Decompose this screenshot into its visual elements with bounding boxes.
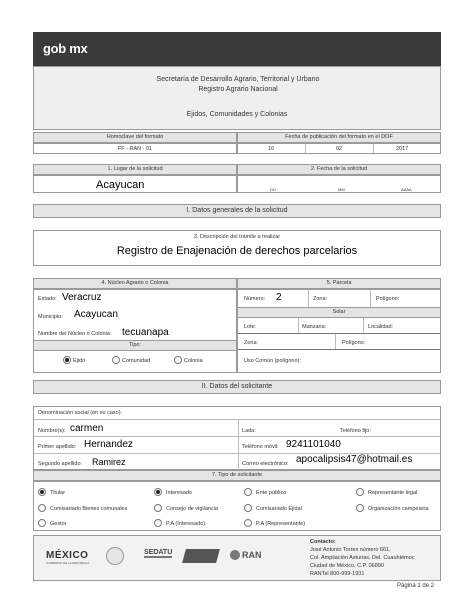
pa-representante-label: P.A (Representante): [256, 521, 306, 527]
representante-legal-radio[interactable]: [356, 488, 364, 496]
solicitante-box: [33, 406, 441, 470]
nombre-nucleo-value[interactable]: tecuanapa: [122, 327, 169, 338]
tramite-label: 3. Descripción del trámite a realizar: [193, 234, 281, 240]
titular-radio[interactable]: [38, 488, 46, 496]
numero-value[interactable]: 2: [276, 292, 282, 303]
form-subtitle: Ejidos, Comunidades y Colonias: [186, 111, 288, 118]
manzana-label: Manzana:: [302, 324, 327, 330]
organizacion-campesina-label: Organización campesina: [368, 506, 429, 512]
form-page: [33, 32, 441, 594]
correo-value[interactable]: apocalipsis47@hotmail.es: [296, 454, 413, 465]
contact-line-3: Ciudad de México, C.P. 06890: [310, 563, 384, 569]
municipio-label: Municipio:: [38, 314, 63, 320]
tipo-solicitante-header: 7. Tipo de solicitante: [33, 470, 441, 481]
section1-header: I. Datos generales de la solicitud: [33, 204, 441, 218]
lote-label: Lote:: [244, 324, 257, 330]
dof-value-box: [237, 143, 441, 154]
fecha-field[interactable]: [237, 175, 441, 193]
tipo-comunidad-radio[interactable]: [112, 356, 120, 364]
solar-header: Solar: [238, 307, 440, 318]
fecha-header: 2. Fecha de la solicitud: [237, 164, 441, 175]
gestor-radio[interactable]: [38, 519, 46, 527]
fecha-aaaa: AAAA: [401, 187, 412, 192]
parcela-box: [237, 289, 441, 373]
comisariado-ejidal-radio[interactable]: [244, 504, 252, 512]
tipo-solicitante-box: [33, 481, 441, 531]
dof-header: Fecha de publicación del formato en el DOF: [237, 132, 441, 143]
nombre-nucleo-label: Nombre del Núcleo o Colonia:: [38, 331, 112, 337]
poligono2-label: Polígono:: [342, 340, 366, 346]
fecha-dd: DD: [270, 187, 276, 192]
pa-interesado-radio[interactable]: [154, 519, 162, 527]
tipo-comunidad-label: Comunidad: [122, 358, 151, 364]
tipo-colonia-label: Colonia: [184, 358, 203, 364]
apellido2-label: Segundo apellido:: [38, 461, 83, 467]
consejo-vigilancia-radio[interactable]: [154, 504, 162, 512]
zona-label: Zona:: [313, 296, 328, 302]
movil-label: Teléfono móvil:: [242, 444, 279, 450]
dof-day: 16: [268, 146, 275, 152]
dof-year: 2017: [396, 146, 409, 152]
uso-comun-label: Uso Común (polígono):: [244, 358, 301, 364]
apellido1-label: Primer apellido:: [38, 444, 77, 450]
apellido2-value[interactable]: Ramirez: [92, 457, 126, 467]
fecha-mm: MM: [338, 187, 345, 192]
denominacion-label: Denominación social (en su caso):: [38, 410, 123, 416]
tipo-header: Tipo:: [34, 340, 236, 351]
tramite-box: [33, 230, 441, 266]
contact-line-4: RANTel 800-999-1931: [310, 571, 365, 577]
mexico-logo: MÉXICO GOBIERNO DE LA REPÚBLICA: [46, 550, 90, 565]
institution-line2: Registro Agrario Nacional: [198, 86, 278, 93]
tipo-ejido-radio[interactable]: [63, 356, 71, 364]
nombre-label: Nombre(s):: [38, 428, 66, 434]
zona2-label: Zona:: [244, 340, 259, 346]
footer-box: [33, 535, 441, 581]
gob-mx-logo[interactable]: gob mx: [43, 41, 88, 56]
municipio-value[interactable]: Acayucan: [74, 309, 118, 320]
gestor-label: Gestor: [50, 521, 67, 527]
escudo-icon: [106, 547, 124, 565]
section2-header: II. Datos del solicitante: [33, 380, 441, 394]
movil-value[interactable]: 9241101040: [286, 439, 341, 450]
contact-title: Contacto:: [310, 539, 336, 545]
titular-label: Titular: [50, 490, 66, 496]
dof-month: 02: [336, 146, 343, 152]
institution-box: [33, 66, 441, 130]
numero-label: Número:: [244, 296, 266, 302]
tramite-value[interactable]: Registro de Enajenación de derechos parcelarios: [116, 245, 358, 257]
localidad-label: Localidad:: [368, 324, 394, 330]
poligono-label: Polígono:: [376, 296, 400, 302]
homoclave-value-box: [33, 143, 237, 154]
representante-legal-label: Representante legal: [368, 490, 418, 496]
interesado-label: Interesado: [166, 490, 192, 496]
parcela-header: 5. Parcela: [237, 278, 441, 289]
nucleo-header: 4. Núcleo Agrario o Colonia: [33, 278, 237, 289]
sedatu-logo: SEDATU: [144, 549, 173, 556]
lugar-header: 1. Lugar de la solicitud: [33, 164, 237, 175]
institution-line1: Secretaría de Desarrollo Agrario, Territorial y Urbano: [156, 76, 320, 83]
contact-line-2: Col. Ampliación Asturias, Del. Cuauhtémoc: [310, 555, 415, 561]
comisariado-bienes-label: Comisariado Bienes comunales: [50, 506, 128, 512]
lugar-field[interactable]: [33, 175, 237, 193]
page-number: Página 1 de 2: [397, 583, 435, 589]
pa-representante-radio[interactable]: [244, 519, 252, 527]
tipo-colonia-radio[interactable]: [174, 356, 182, 364]
gob-header-bar: [33, 32, 441, 66]
contact-line-1: José Antonio Torres número 661,: [310, 547, 391, 553]
nombre-value[interactable]: carmen: [70, 423, 104, 434]
correo-label: Correo electrónico:: [242, 461, 289, 467]
comisariado-bienes-radio[interactable]: [38, 504, 46, 512]
procede-logo-icon: [182, 549, 220, 563]
lugar-value: Acayucan: [96, 179, 145, 191]
tipo-ejido-label: Ejido: [73, 358, 86, 364]
pa-interesado-label: P.A (Interesado): [166, 521, 206, 527]
estado-label: Estado:: [38, 296, 57, 302]
comisariado-ejidal-label: Comisariado Ejidal: [256, 506, 302, 512]
ran-logo-icon: [230, 550, 240, 560]
interesado-radio[interactable]: [154, 488, 162, 496]
ente-publico-label: Ente público: [256, 490, 287, 496]
estado-value[interactable]: Veracruz: [62, 292, 102, 303]
homoclave-header: Homoclave del formato: [33, 132, 237, 143]
ente-publico-radio[interactable]: [244, 488, 252, 496]
organizacion-campesina-radio[interactable]: [356, 504, 364, 512]
homoclave-value: FF - RAN - 01: [117, 146, 153, 152]
telfijo-label: Teléfono fijo:: [340, 428, 371, 434]
nucleo-box: [33, 289, 237, 373]
apellido1-value[interactable]: Hernandez: [84, 439, 133, 450]
ran-logo: RAN: [242, 550, 262, 560]
lada-label: Lada:: [242, 428, 256, 434]
consejo-vigilancia-label: Consejo de vigilancia: [166, 506, 218, 512]
